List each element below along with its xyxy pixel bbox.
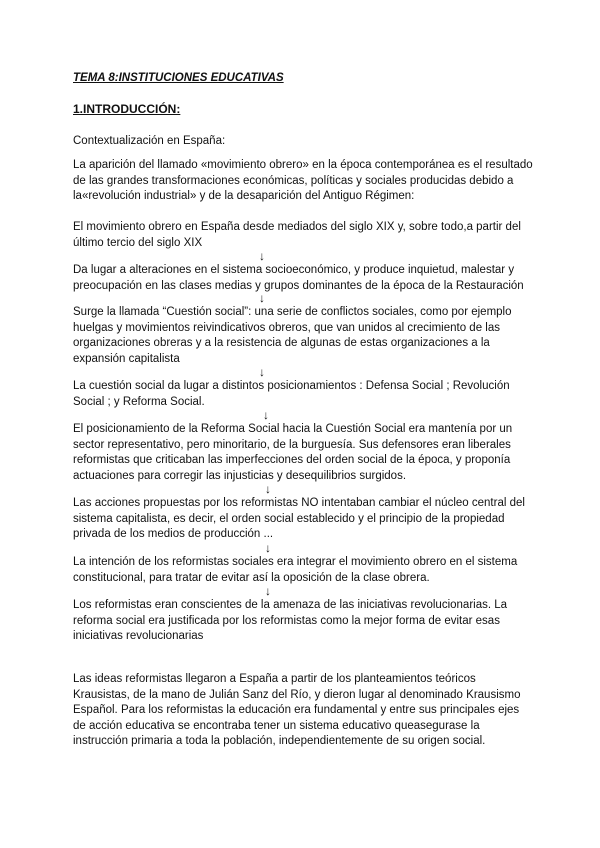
flow-arrow-icon: ↓ xyxy=(265,541,271,555)
paragraph-reforma-social: El posicionamiento de la Reforma Social hacia la Cuestión Social era mantenía por un sector representativo, pero minoritario, de la burguesía. Sus defensores eran liberales reformistas que criticaban las imperfecciones del orden social de la época, y proponía actuaciones para corregir las injusticias y desequilibrios surgidos. xyxy=(73,423,513,482)
paragraph-krausismo: Las ideas reformistas llegaron a España a partir de los planteamientos teóricos Krausistas, de la mano de Julián Sanz del Río, y dieron lugar al denominado Krausismo Español. Para los reformistas la educación era fundamental y entre sus principales ejes de acción educativa se encontraba tener un sistema educativo queasegurase la instrucción primaria a toda la población, independientemente de su origen social. xyxy=(73,673,521,747)
paragraph-amenaza: Los reformistas eran conscientes de la amenaza de las iniciativas revolucionarias. La reforma social era justificada por los reformistas como la mejor forma de evitar esas iniciativas revolucionarias xyxy=(73,599,508,642)
paragraph-movimiento-obrero: La aparición del llamado «movimiento obrero» en la época contemporánea es el resultado de las grandes transformaciones económicas, políticas y sociales producidas debido a la«revolución industrial» y de la desaparición del Antiguo Régimen: xyxy=(73,159,533,202)
paragraph-intencion: La intención de los reformistas sociales era integrar el movimiento obrero en el sistema constitucional, para tratar de evitar así la oposición de la clase obrera. xyxy=(73,556,518,584)
flow-arrow-icon: ↓ xyxy=(265,482,271,496)
paragraph-cuestion-social: Surge la llamada “Cuestión social”: una serie de conflictos sociales, como por ejemplo huelgas y movimientos reivindicativos obreros, que van unidos al crecimiento de las organizaciones obreras y a la resistencia de algunas de estas organizaciones a la expansión capitalista xyxy=(73,306,512,365)
flow-arrow-icon: ↓ xyxy=(259,291,265,305)
flow-arrow-icon: ↓ xyxy=(265,584,271,598)
paragraph-posicionamientos: La cuestión social da lugar a distintos posicionamientos : Defensa Social ; Revolución Social ; y Reforma Social. xyxy=(73,380,510,408)
paragraph-acciones: Las acciones propuestas por los reformistas NO intentaban cambiar el núcleo central del sistema capitalista, es decir, el orden social establecido y el principio de la propiedad privada de los medios de producción ... xyxy=(73,497,525,540)
section-heading: 1.INTRODUCCIÓN: xyxy=(73,102,181,116)
flow-arrow-icon: ↓ xyxy=(263,408,269,422)
subheading: Contextualización en España: xyxy=(73,135,226,147)
document-title: TEMA 8:INSTITUCIONES EDUCATIVAS xyxy=(73,72,284,84)
paragraph-espana: El movimiento obrero en España desde mediados del siglo XIX y, sobre todo,a partir del último tercio del siglo XIX xyxy=(73,221,521,249)
flow-arrow-icon: ↓ xyxy=(259,249,265,263)
flow-arrow-icon: ↓ xyxy=(259,365,265,379)
paragraph-alteraciones: Da lugar a alteraciones en el sistema socioeconómico, y produce inquietud, malestar y preocupación en las clases medias y grupos dominantes de la época de la Restauración xyxy=(73,264,524,292)
